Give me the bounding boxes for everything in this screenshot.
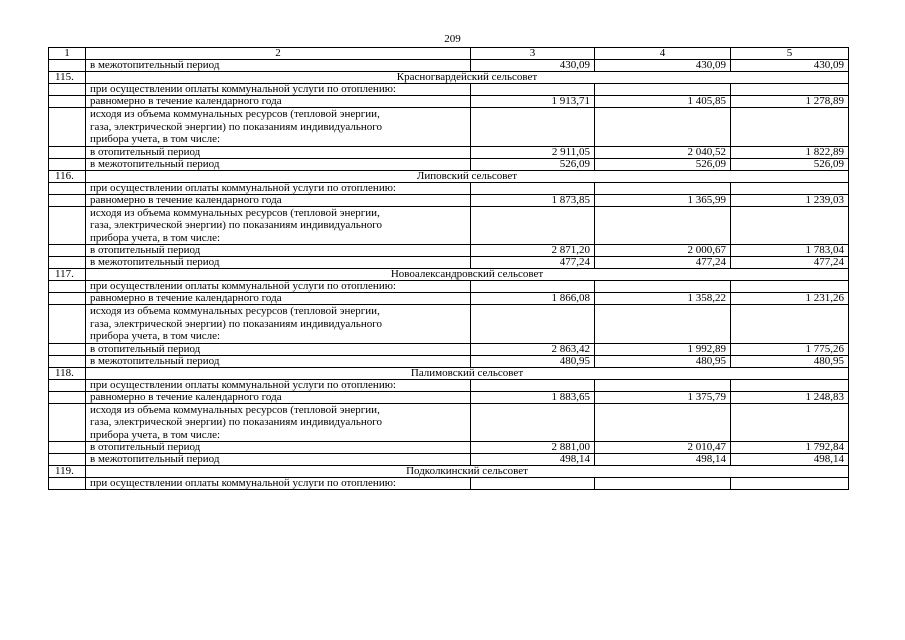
label-cell xyxy=(86,305,471,344)
table-row xyxy=(49,281,849,293)
value-cell xyxy=(731,206,849,245)
label-line: исходя из объема коммунальных ресурсов (тепловой энергии, xyxy=(90,403,380,416)
value-cell: 2 000,67 xyxy=(595,245,731,257)
section-index: 118. xyxy=(49,367,86,379)
index-cell xyxy=(49,454,86,466)
value-cell: 1 231,26 xyxy=(731,293,849,305)
value-cell: 1 405,85 xyxy=(595,96,731,108)
label-line: прибора учета, в том числе: xyxy=(90,133,221,145)
value-cell xyxy=(471,182,595,194)
value-cell: 1 883,65 xyxy=(471,391,595,403)
label-cell: равномерно в течение календарного года xyxy=(86,96,471,108)
table-row xyxy=(49,293,849,305)
label-line: прибора учета, в том числе: xyxy=(90,330,221,342)
value-cell xyxy=(595,108,731,147)
value-cell: 430,09 xyxy=(595,60,731,72)
label-cell: при осуществлении оплаты коммунальной услуги по отоплению: xyxy=(86,84,471,96)
label-cell: в межотопительный период xyxy=(86,158,471,170)
value-cell: 1 792,84 xyxy=(731,442,849,454)
value-cell xyxy=(595,281,731,293)
table-row xyxy=(49,245,849,257)
value-cell: 480,95 xyxy=(731,355,849,367)
value-cell: 2 911,05 xyxy=(471,146,595,158)
value-cell: 1 992,89 xyxy=(595,343,731,355)
label-cell: при осуществлении оплаты коммунальной услуги по отоплению: xyxy=(86,182,471,194)
value-cell xyxy=(471,403,595,442)
table-row xyxy=(49,96,849,108)
label-cell: в отопительный период xyxy=(86,343,471,355)
index-cell xyxy=(49,355,86,367)
value-cell xyxy=(731,281,849,293)
label-cell: в отопительный период xyxy=(86,146,471,158)
label-cell: при осуществлении оплаты коммунальной услуги по отоплению: xyxy=(86,478,471,490)
index-cell xyxy=(49,391,86,403)
table-row xyxy=(49,305,849,344)
table-row xyxy=(49,182,849,194)
value-cell: 2 881,00 xyxy=(471,442,595,454)
section-header-row xyxy=(49,466,849,478)
index-cell xyxy=(49,257,86,269)
value-cell: 477,24 xyxy=(595,257,731,269)
table-row xyxy=(49,257,849,269)
label-line: исходя из объема коммунальных ресурсов (тепловой энергии, xyxy=(90,206,380,219)
value-cell xyxy=(595,403,731,442)
value-cell: 2 871,20 xyxy=(471,245,595,257)
value-cell: 1 375,79 xyxy=(595,391,731,403)
index-cell xyxy=(49,182,86,194)
index-cell xyxy=(49,194,86,206)
label-line: исходя из объема коммунальных ресурсов (тепловой энергии, xyxy=(90,108,380,120)
section-title: Красногвардейский сельсовет xyxy=(86,72,849,84)
value-cell: 1 358,22 xyxy=(595,293,731,305)
value-cell: 430,09 xyxy=(471,60,595,72)
value-cell xyxy=(731,182,849,194)
table-row xyxy=(49,355,849,367)
tariff-table-body xyxy=(49,48,849,490)
value-cell: 2 863,42 xyxy=(471,343,595,355)
label-line: исходя из объема коммунальных ресурсов (тепловой энергии, xyxy=(90,305,380,317)
value-cell xyxy=(731,84,849,96)
value-cell xyxy=(471,281,595,293)
value-cell xyxy=(731,403,849,442)
value-cell: 2 040,52 xyxy=(595,146,731,158)
table-header-row xyxy=(49,48,849,60)
index-cell xyxy=(49,403,86,442)
value-cell xyxy=(471,108,595,147)
section-index: 119. xyxy=(49,466,86,478)
label-cell: равномерно в течение календарного года xyxy=(86,391,471,403)
value-cell: 1 239,03 xyxy=(731,194,849,206)
section-title: Подколкинский сельсовет xyxy=(86,466,849,478)
value-cell: 477,24 xyxy=(731,257,849,269)
header-cell: 1 xyxy=(49,48,86,60)
tariff-table xyxy=(48,47,849,490)
value-cell: 430,09 xyxy=(731,60,849,72)
table-row xyxy=(49,84,849,96)
value-cell xyxy=(731,478,849,490)
value-cell: 498,14 xyxy=(731,454,849,466)
section-title: Липовский сельсовет xyxy=(86,170,849,182)
value-cell xyxy=(595,84,731,96)
value-cell: 480,95 xyxy=(471,355,595,367)
label-cell: в межотопительный период xyxy=(86,454,471,466)
index-cell xyxy=(49,146,86,158)
header-cell: 2 xyxy=(86,48,471,60)
value-cell xyxy=(595,478,731,490)
value-cell xyxy=(471,379,595,391)
index-cell xyxy=(49,108,86,147)
section-header-row xyxy=(49,367,849,379)
index-cell xyxy=(49,84,86,96)
value-cell: 1 873,85 xyxy=(471,194,595,206)
value-cell: 1 248,83 xyxy=(731,391,849,403)
value-cell xyxy=(731,108,849,147)
index-cell xyxy=(49,343,86,355)
label-cell xyxy=(86,108,471,147)
value-cell: 526,09 xyxy=(731,158,849,170)
label-cell: в межотопительный период xyxy=(86,355,471,367)
value-cell: 1 365,99 xyxy=(595,194,731,206)
label-line: газа, электрической энергии) по показаниям индивидуального xyxy=(90,120,382,133)
value-cell xyxy=(731,379,849,391)
value-cell xyxy=(471,305,595,344)
table-row xyxy=(49,343,849,355)
table-row xyxy=(49,206,849,245)
table-row xyxy=(49,478,849,490)
label-cell xyxy=(86,206,471,245)
label-cell: в отопительный период xyxy=(86,442,471,454)
index-cell xyxy=(49,281,86,293)
table-row xyxy=(49,442,849,454)
label-line: газа, электрической энергии) по показаниям индивидуального xyxy=(90,416,382,428)
value-cell: 1 775,26 xyxy=(731,343,849,355)
section-title: Палимовский сельсовет xyxy=(86,367,849,379)
section-title: Новоалександровский сельсовет xyxy=(86,269,849,281)
value-cell xyxy=(471,84,595,96)
table-row xyxy=(49,391,849,403)
value-cell xyxy=(595,379,731,391)
value-cell: 498,14 xyxy=(471,454,595,466)
label-line: газа, электрической энергии) по показаниям индивидуального xyxy=(90,219,382,231)
index-cell xyxy=(49,60,86,72)
value-cell: 526,09 xyxy=(595,158,731,170)
section-index: 117. xyxy=(49,269,86,281)
label-cell: равномерно в течение календарного года xyxy=(86,293,471,305)
value-cell xyxy=(471,478,595,490)
label-line: прибора учета, в том числе: xyxy=(90,231,221,244)
index-cell xyxy=(49,478,86,490)
table-row xyxy=(49,158,849,170)
table-row xyxy=(49,60,849,72)
index-cell xyxy=(49,442,86,454)
label-cell xyxy=(86,403,471,442)
index-cell xyxy=(49,96,86,108)
label-cell: в межотопительный период xyxy=(86,257,471,269)
table-row xyxy=(49,194,849,206)
header-cell: 5 xyxy=(731,48,849,60)
label-cell: в межотопительный период xyxy=(86,60,471,72)
value-cell: 498,14 xyxy=(595,454,731,466)
section-index: 116. xyxy=(49,170,86,182)
index-cell xyxy=(49,379,86,391)
header-cell: 4 xyxy=(595,48,731,60)
index-cell xyxy=(49,305,86,344)
table-row xyxy=(49,379,849,391)
table-row xyxy=(49,454,849,466)
index-cell xyxy=(49,206,86,245)
index-cell xyxy=(49,245,86,257)
index-cell xyxy=(49,158,86,170)
label-line: прибора учета, в том числе: xyxy=(90,428,221,441)
label-cell: равномерно в течение календарного года xyxy=(86,194,471,206)
label-line: газа, электрической энергии) по показаниям индивидуального xyxy=(90,317,382,330)
value-cell xyxy=(595,305,731,344)
section-header-row xyxy=(49,269,849,281)
section-header-row xyxy=(49,72,849,84)
value-cell: 1 278,89 xyxy=(731,96,849,108)
value-cell: 1 783,04 xyxy=(731,245,849,257)
section-index: 115. xyxy=(49,72,86,84)
value-cell: 477,24 xyxy=(471,257,595,269)
value-cell xyxy=(471,206,595,245)
header-cell: 3 xyxy=(471,48,595,60)
value-cell: 1 866,08 xyxy=(471,293,595,305)
value-cell xyxy=(595,206,731,245)
index-cell xyxy=(49,293,86,305)
page-number: 209 xyxy=(444,33,461,45)
table-row xyxy=(49,108,849,147)
value-cell: 1 822,89 xyxy=(731,146,849,158)
table-row xyxy=(49,146,849,158)
label-cell: в отопительный период xyxy=(86,245,471,257)
value-cell: 480,95 xyxy=(595,355,731,367)
value-cell: 2 010,47 xyxy=(595,442,731,454)
value-cell xyxy=(595,182,731,194)
label-cell: при осуществлении оплаты коммунальной услуги по отоплению: xyxy=(86,281,471,293)
value-cell: 1 913,71 xyxy=(471,96,595,108)
section-header-row xyxy=(49,170,849,182)
label-cell: при осуществлении оплаты коммунальной услуги по отоплению: xyxy=(86,379,471,391)
value-cell xyxy=(731,305,849,344)
table-row xyxy=(49,403,849,442)
value-cell: 526,09 xyxy=(471,158,595,170)
